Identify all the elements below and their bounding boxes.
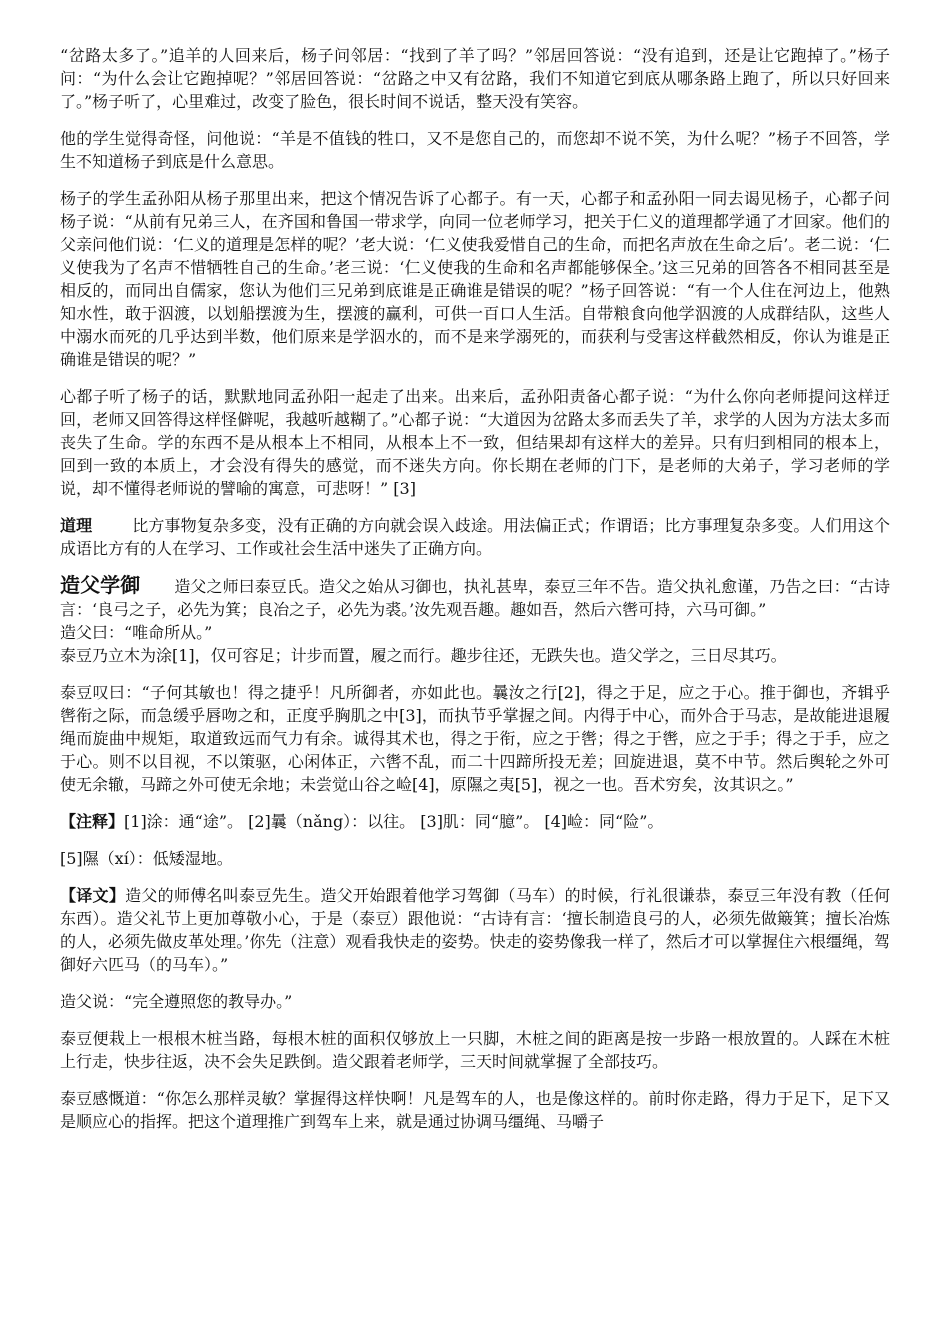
paragraph-3: 杨子的学生孟孙阳从杨子那里出来，把这个情况告诉了心都子。有一天，心都子和孟孙阳一同去谒见杨子，心都子问杨子说：“从前有兄弟三人，在齐国和鲁国一带求学，向同一位老师学习，把关于仁义的道理都学通了才回家。他们的父亲问他们说：‘仁义的道理是怎样的呢？’老大说：‘仁义使我爱惜自己的生命，而把名声放在生命之后’。老二说：‘仁义使我为了名声不惜牺牲自己的生命。’老三说：‘仁义使我的生命和名声都能够保全。’这三兄弟的回答各不相同甚至是相反的，而同出自儒家，您认为他们三兄弟到底谁是正确谁是错误的呢？”杨子回答说：“有一个人住在河边上，他熟知水性，敢于泅渡，以划船摆渡为生，摆渡的赢利，可供一百口人生活。自带粮食向他学泅渡的人成群结队，这些人中溺水而死的几乎达到半数，他们原来是学泅水的，而不是来学溺死的，而获利与受害这样截然相反，你认为谁是正确谁是错误的呢？” <box>60 189 890 369</box>
story2-paragraph-2: 造父曰：“唯命所从。” <box>60 623 213 642</box>
translation-paragraph-1 <box>60 884 890 976</box>
notes-line-2: [5]隰（xí）：低矮湿地。 <box>60 849 233 868</box>
notes-label: 【注释】 <box>60 812 125 831</box>
story2-title: 造父学御 <box>60 573 141 597</box>
story2-paragraph-4: 泰豆叹曰：“子何其敏也！得之捷乎！凡所御者，亦如此也。曩汝之行[2]，得之于足，应之于心。推于御也，齐辑乎辔衔之际，而急缓乎唇吻之和，正度乎胸肌之中[3]，而执节乎掌握之间。内得于中心，而外合于马志，是故能进退履绳而旋曲中规矩，取道致远而气力有余。诚得其术也，得之于衔，应之于辔；得之于辔，应之于手；得之于手，应之于心。则不以目视，不以策驱，心闲体正，六辔不乱，而二十四蹄所投无差；回旋进退，莫不中节。然后舆轮之外可使无余辙，马蹄之外可使无余地；未尝觉山谷之崄[4]，原隰之夷[5]，视之一也。吾术穷矣，汝其识之。” <box>60 683 890 794</box>
paragraph-4: 心都子听了杨子的话，默默地同孟孙阳一起走了出来。出来后，孟孙阳责备心都子说：“为什么你向老师提问这样迂回，老师又回答得这样怪僻呢，我越听越糊了。”心都子说：“大道因为岔路太多而丢失了羊，求学的人因为方法太多而丧失了生命。学的东西不是从根本上不相同，从根本上不一致，但结果却有这样大的差异。只有归到相同的根本上，回到一致的本质上，才会没有得失的感觉，而不迷失方向。你长期在老师的门下，是老师的大弟子，学习老师的学说，却不懂得老师说的譬喻的寓意，可悲呀！” [3] <box>60 387 890 498</box>
story2-text-1: 造父之师曰泰豆氏。造父之始从习御也，执礼甚卑，泰豆三年不告。造父执礼愈谨，乃告之曰：“古诗言：‘良弓之子，必先为箕；良冶之子，必先为裘。’汝先观吾趣。趣如吾，然后六辔可持，六马可御。” <box>60 577 891 619</box>
translation-label: 【译文】 <box>60 886 126 905</box>
notes-line-1 <box>60 810 890 833</box>
lesson-text: 比方事物复杂多变，没有正确的方向就会误入歧途。用法偏正式；作谓语；比方事理复杂多变。人们用这个成语比方有的人在学习、工作或社会生活中迷失了正确方向。 <box>60 516 890 558</box>
notes-text-1: [1]涂：通“途”。 [2]曩（nǎng）：以往。 [3]肌：同“臆”。 [4]崄：同“险”。 <box>124 812 664 831</box>
lesson-paragraph <box>60 514 890 560</box>
lesson-label: 道理 <box>60 516 93 535</box>
translation-paragraph-2: 造父说：“完全遵照您的教导办。” <box>60 992 293 1011</box>
paragraph-1: “岔路太多了。”追羊的人回来后，杨子问邻居：“找到了羊了吗？”邻居回答说：“没有追到，还是让它跑掉了。”杨子问：“为什么会让它跑掉呢？”邻居回答说：“岔路之中又有岔路，我们不知道它到底从哪条路上跑了，所以只好回来了。”杨子听了，心里难过，改变了脸色，很长时间不说话，整天没有笑容。 <box>60 46 890 111</box>
story2-paragraph-3: 泰豆乃立木为涂[1]，仅可容足；计步而置，履之而行。趣步往还，无跌失也。造父学之，三日尽其巧。 <box>60 646 787 665</box>
translation-paragraph-3: 泰豆便栽上一根根木桩当路，每根木桩的面积仅够放上一只脚，木桩之间的距离是按一步路一根放置的。人踩在木桩上行走，快步往返，决不会失足跌倒。造父跟着老师学，三天时间就掌握了全部技巧。 <box>60 1029 890 1071</box>
translation-paragraph-4: 泰豆感慨道：“你怎么那样灵敏？掌握得这样快啊！凡是驾车的人，也是像这样的。前时你走路，得力于足下，足下又是顺应心的指挥。把这个道理推广到驾车上来，就是通过协调马缰绳、马嚼子 <box>60 1089 890 1131</box>
translation-text-1: 造父的师傅名叫泰豆先生。造父开始跟着他学习驾御（马车）的时候，行礼很谦恭，泰豆三年没有教（任何东西）。造父礼节上更加尊敬小心，于是（泰豆）跟他说：“古诗有言：‘擅长制造良弓的人，必须先做簸箕；擅长冶炼的人，必须先做皮革处理。’你先（注意）观看我快走的姿势。快走的姿势像我一样了，然后才可以掌握住六根缰绳，驾御好六匹马（的马车）。” <box>60 886 890 974</box>
story2-paragraph-1 <box>60 574 890 621</box>
paragraph-2: 他的学生觉得奇怪，问他说：“羊是不值钱的牲口，又不是您自己的，而您却不说不笑，为什么呢？”杨子不回答，学生不知道杨子到底是什么意思。 <box>60 129 890 171</box>
